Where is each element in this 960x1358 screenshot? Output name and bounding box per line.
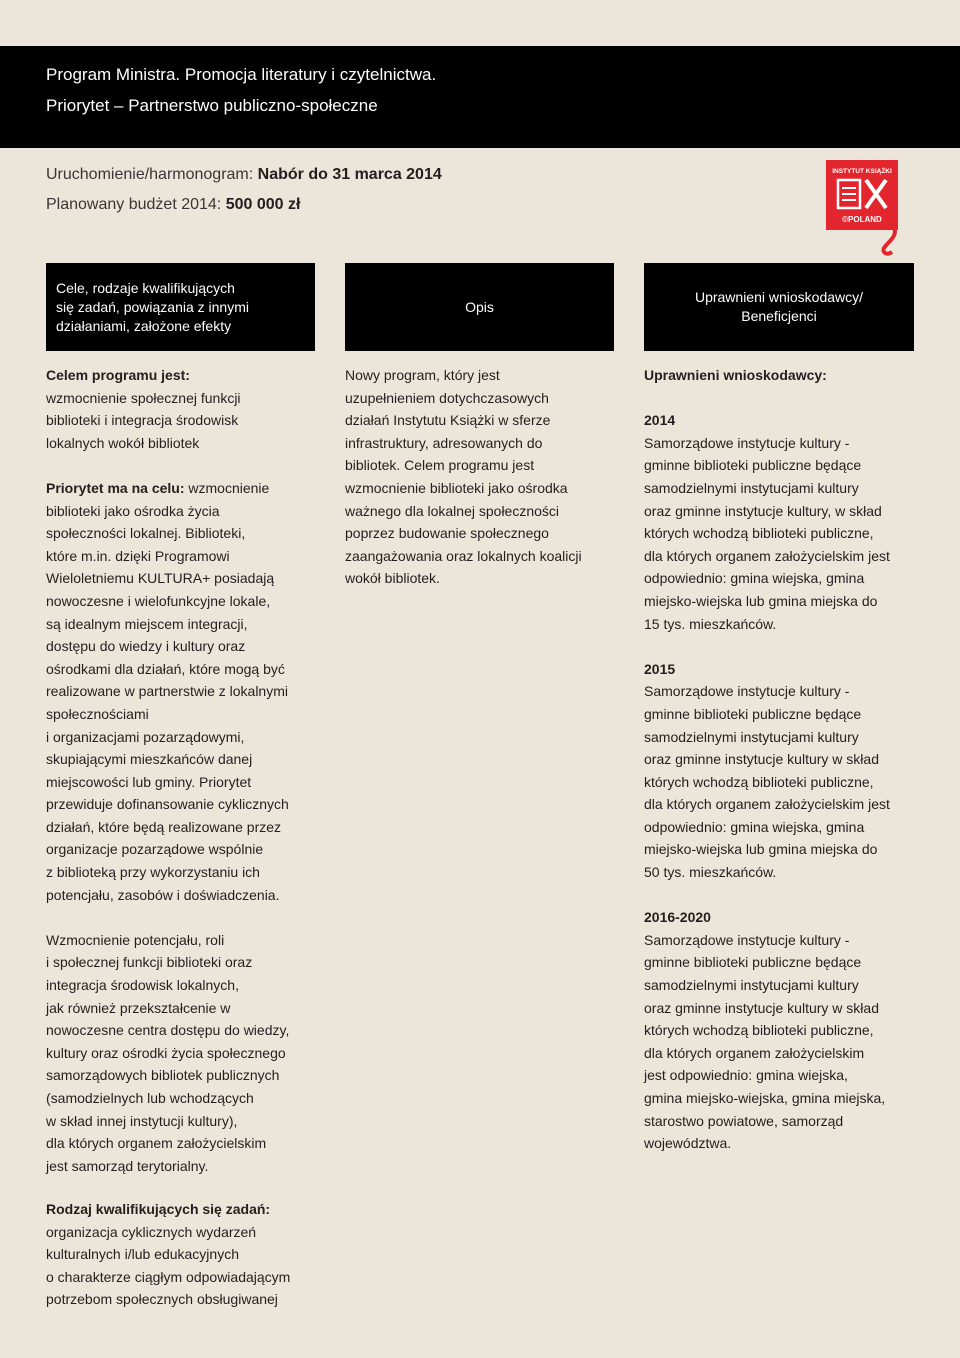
priority-text-line: realizowane w partnerstwie z lokalnymi: [46, 683, 288, 700]
year-2015-line: miejsko-wiejska lub gmina miejska do: [644, 841, 878, 858]
beneficiaries-column: [644, 364, 944, 1155]
year-2016-2020-line: których wchodzą biblioteki publiczne,: [644, 1022, 874, 1039]
column-header-goals: [46, 263, 315, 351]
goal-line: biblioteki i integracja środowisk: [46, 412, 239, 429]
year-2016-2020-line: oraz gminne instytucje kultury w skład: [644, 999, 879, 1016]
year-2016-2020-line: starostwo powiatowe, samorząd: [644, 1112, 844, 1129]
year-2014-line: gminne biblioteki publiczne będące: [644, 457, 862, 474]
priority-text-line: ośrodkami dla działań, które mogą być: [46, 660, 285, 677]
budget-label: Planowany budżet 2014:: [46, 196, 226, 213]
year-2014-label: 2014: [644, 412, 676, 429]
goals-column: [46, 364, 336, 1177]
priority-text-line: społecznościami: [46, 705, 149, 722]
year-2016-2020-line: Samorządowe instytucje kultury -: [644, 931, 850, 948]
strengthening-line: samorządowych bibliotek publicznych: [46, 1067, 280, 1084]
task-types-line: organizacja cyklicznych wydarzeń: [46, 1223, 257, 1240]
instytut-ksiazki-logo: [826, 160, 898, 256]
strengthening-line: w skład innej instytucji kultury),: [46, 1112, 238, 1129]
description-line: działań Instytutu Książki w sferze: [345, 412, 551, 429]
description-line: zaangażowania oraz lokalnych koalicji: [345, 547, 582, 564]
priority-text-line: które m.in. dzięki Programowi: [46, 547, 230, 564]
year-2016-2020-line: województwa.: [644, 1135, 732, 1152]
year-2015-line: Samorządowe instytucje kultury -: [644, 683, 850, 700]
priority-text-line: społeczności lokalnej. Biblioteki,: [46, 525, 246, 542]
year-2016-2020-line: gmina miejsko-wiejska, gmina miejska,: [644, 1090, 886, 1106]
strengthening-line: jak również przekształcenie w: [46, 999, 231, 1016]
description-line: Nowy program, który jest: [345, 367, 500, 383]
priority-text-line: potencjału, zasobów i doświadczenia.: [46, 886, 280, 903]
description-column: [345, 364, 635, 590]
year-2014-line: dla których organem założycielskim jest: [644, 547, 890, 564]
goal-line: lokalnych wokół bibliotek: [46, 434, 200, 451]
budget-line: [46, 196, 300, 214]
priority-text-line: miejscowości lub gminy. Priorytet: [46, 773, 252, 790]
year-2016-2020-line: gminne biblioteki publiczne będące: [644, 954, 862, 971]
priority-text-line: nowoczesne i wielofunkcyjne lokale,: [46, 592, 271, 609]
header-bar: [0, 46, 960, 148]
beneficiaries-heading: Uprawnieni wnioskodawcy:: [644, 367, 827, 383]
column-header-beneficiaries: [644, 263, 914, 351]
description-line: bibliotek. Celem programu jest: [345, 457, 535, 474]
beneficiaries-header-line: Uprawnieni wnioskodawcy/: [694, 289, 864, 305]
priority-label: Priorytet ma na celu:: [46, 479, 185, 496]
goal-label: Celem programu jest:: [46, 367, 190, 383]
strengthening-line: kultury oraz ośrodki życia społecznego: [46, 1044, 286, 1061]
goals-header-line: działaniami, założone efekty: [56, 317, 232, 334]
priority-text-line: skupiającymi mieszkańców danej: [46, 751, 253, 768]
strengthening-line: Wzmocnienie potencjału, roli: [46, 931, 225, 948]
priority-text-line: dostępu do wiedzy i kultury oraz: [46, 638, 246, 655]
year-2015-line: których wchodzą biblioteki publiczne,: [644, 773, 874, 790]
program-title: Program Ministra. Promocja literatury i czytelnictwa.: [46, 65, 437, 84]
year-2015-line: gminne biblioteki publiczne będące: [644, 705, 862, 722]
description-header-label: Opis: [465, 298, 494, 315]
year-2015-line: oraz gminne instytucje kultury w skład: [644, 751, 879, 768]
year-2014-line: 15 tys. mieszkańców.: [644, 615, 777, 632]
strengthening-line: integracja środowisk lokalnych,: [46, 977, 239, 994]
priority-title: Priorytet – Partnerstwo publiczno-społeczne: [46, 96, 378, 115]
year-2014-line: miejsko-wiejska lub gmina miejska do: [644, 592, 878, 609]
budget-value: 500 000 zł: [225, 196, 301, 213]
year-2016-2020-line: samodzielnymi instytucjami kultury: [644, 977, 859, 994]
description-line: wzmocnienie biblioteki jako ośrodka: [345, 479, 568, 496]
year-2015-label: 2015: [644, 660, 676, 677]
task-types-line: o charakterze ciągłym odpowiadającym: [46, 1268, 291, 1285]
description-line: wokół bibliotek.: [345, 570, 440, 587]
priority-text-line: biblioteki jako ośrodka życia: [46, 502, 220, 519]
goals-header-line: się zadań, powiązania z innymi: [56, 298, 249, 315]
task-types-line: potrzebom społecznych obsługiwanej: [46, 1291, 278, 1308]
strengthening-line: nowoczesne centra dostępu do wiedzy,: [46, 1022, 290, 1039]
description-line: ważnego dla lokalnej społeczności: [345, 502, 560, 519]
goal-line: wzmocnienie społecznej funkcji: [46, 389, 241, 406]
schedule-label: Uruchomienie/harmonogram:: [46, 166, 258, 183]
year-2014-line: oraz gminne instytucje kultury, w skład: [644, 502, 882, 519]
year-2014-line: Samorządowe instytucje kultury -: [644, 434, 850, 451]
year-2015-line: dla których organem założycielskim jest: [644, 796, 890, 813]
task-types-label: Rodzaj kwalifikujących się zadań:: [46, 1201, 271, 1217]
year-2015-line: 50 tys. mieszkańców.: [644, 864, 777, 881]
priority-text-line: są idealnym miejscem integracji,: [46, 615, 248, 632]
logo-top-text: INSTYTUT KSIĄŻKI: [832, 168, 892, 175]
year-2015-line: samodzielnymi instytucjami kultury: [644, 728, 859, 745]
year-2015-line: odpowiednio: gmina wiejska, gmina: [644, 818, 865, 835]
priority-line: [46, 477, 336, 500]
priority-text-line: organizacje pozarządowe wspólnie: [46, 841, 264, 858]
year-2016-2020-label: 2016-2020: [644, 909, 711, 926]
year-2014-line: których wchodzą biblioteki publiczne,: [644, 525, 874, 542]
task-types-line: kulturalnych i/lub edukacyjnych: [46, 1246, 239, 1263]
strengthening-line: (samodzielnych lub wchodzących: [46, 1090, 254, 1106]
priority-text-line: i organizacjami pozarządowymi,: [46, 728, 245, 745]
year-2016-2020-line: dla których organem założycielskim: [644, 1044, 865, 1061]
priority-text-line: działań, które będą realizowane przez: [46, 818, 282, 835]
priority-text-line: przewiduje dofinansowanie cyklicznych: [46, 796, 289, 813]
priority-first: wzmocnienie: [184, 479, 270, 496]
year-2014-line: odpowiednio: gmina wiejska, gmina: [644, 570, 865, 587]
logo-bottom-text: ©POLAND: [842, 215, 882, 224]
description-line: infrastruktury, adresowanych do: [345, 434, 543, 451]
priority-text-line: Wieloletniemu KULTURA+ posiadają: [46, 570, 275, 587]
strengthening-line: jest samorząd terytorialny.: [46, 1157, 209, 1174]
strengthening-line: dla których organem założycielskim: [46, 1135, 267, 1152]
priority-text-line: z biblioteką przy wykorzystaniu ich: [46, 864, 260, 881]
schedule-value: Nabór do 31 marca 2014: [257, 166, 442, 183]
schedule-line: [46, 166, 442, 184]
strengthening-line: i społecznej funkcji biblioteki oraz: [46, 954, 253, 971]
description-line: poprzez budowanie społecznego: [345, 525, 549, 542]
year-2014-line: samodzielnymi instytucjami kultury: [644, 479, 859, 496]
task-types-section: [46, 1198, 366, 1311]
year-2016-2020-line: jest odpowiednio: gmina wiejska,: [644, 1067, 848, 1084]
column-header-description: [345, 263, 614, 351]
goals-header-line: Cele, rodzaje kwalifikujących: [56, 279, 235, 296]
description-line: uzupełnieniem dotychczasowych: [345, 389, 549, 406]
beneficiaries-header-line: Beneficjenci: [741, 308, 817, 324]
